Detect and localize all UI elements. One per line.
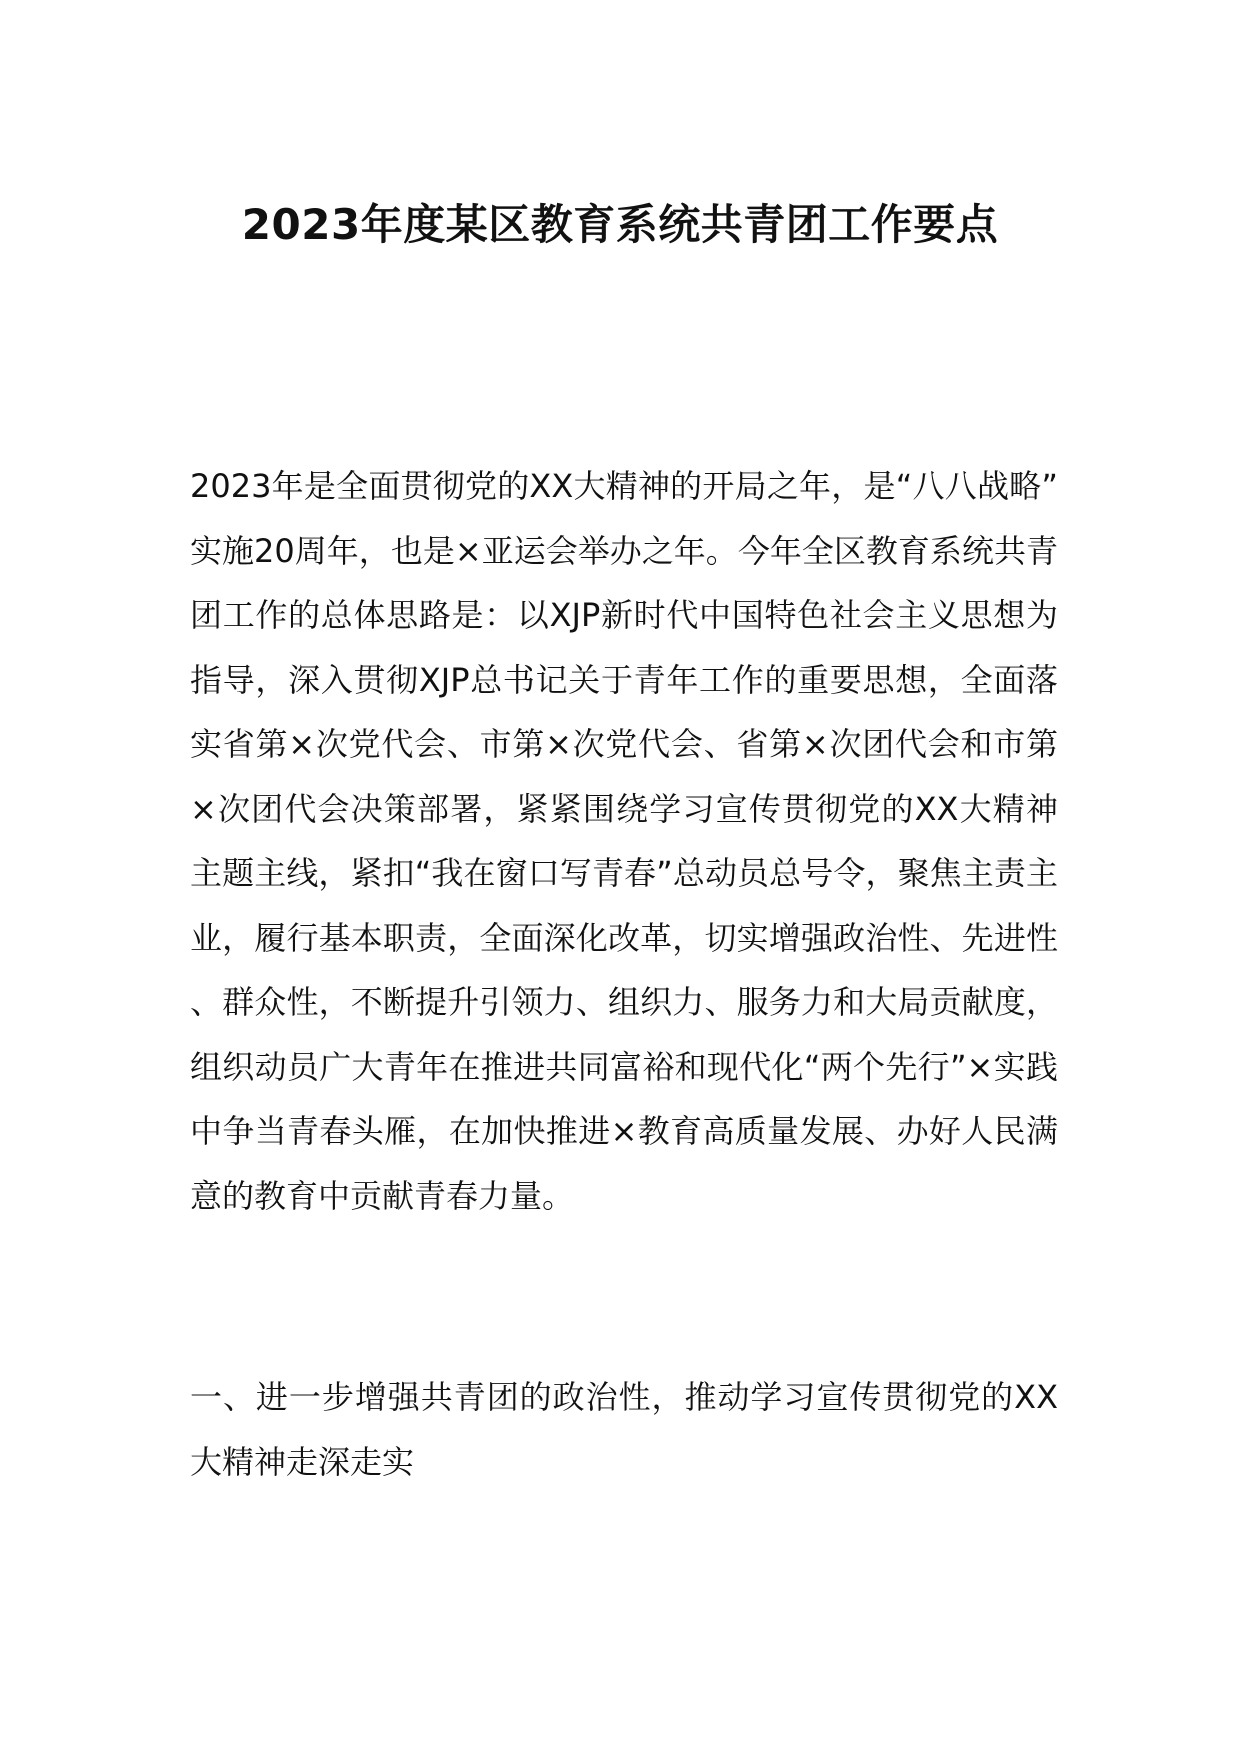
document-title: 2023年度某区教育系统共青团工作要点 [241, 200, 999, 249]
section-heading-1: 一、进一步增强共青团的政治性，推动学习宣传贯彻党的XX大精神走深走实 [190, 1378, 1058, 1481]
intro-paragraph: 2023年是全面贯彻党的XX大精神的开局之年，是“八八战略”实施20周年，也是×亚运会举办之年。今年全区教育系统共青团工作的总体思路是：以XJP新时代中国特色社会主义思想为指导，深入贯彻XJP总书记关于青年工作的重要思想，全面落实省第×次党代会、市第×次党代会、省第×次团代会和市第×次团代会决策部署，紧紧围绕学习宣传贯彻党的XX大精神主题主线，紧扣“我在窗口写青春”总动员总号令，聚焦主责主业，履行基本职责，全面深化改革，切实增强政治性、先进性、群众性，不断提升引领力、组织力、服务力和大局贡献度，组织动员广大青年在推进共同富裕和现代化“两个先行”×实践中争当青春头雁，在加快推进×教育高质量发展、办好人民满意的教育中贡献青春力量。 [190, 467, 1058, 1215]
